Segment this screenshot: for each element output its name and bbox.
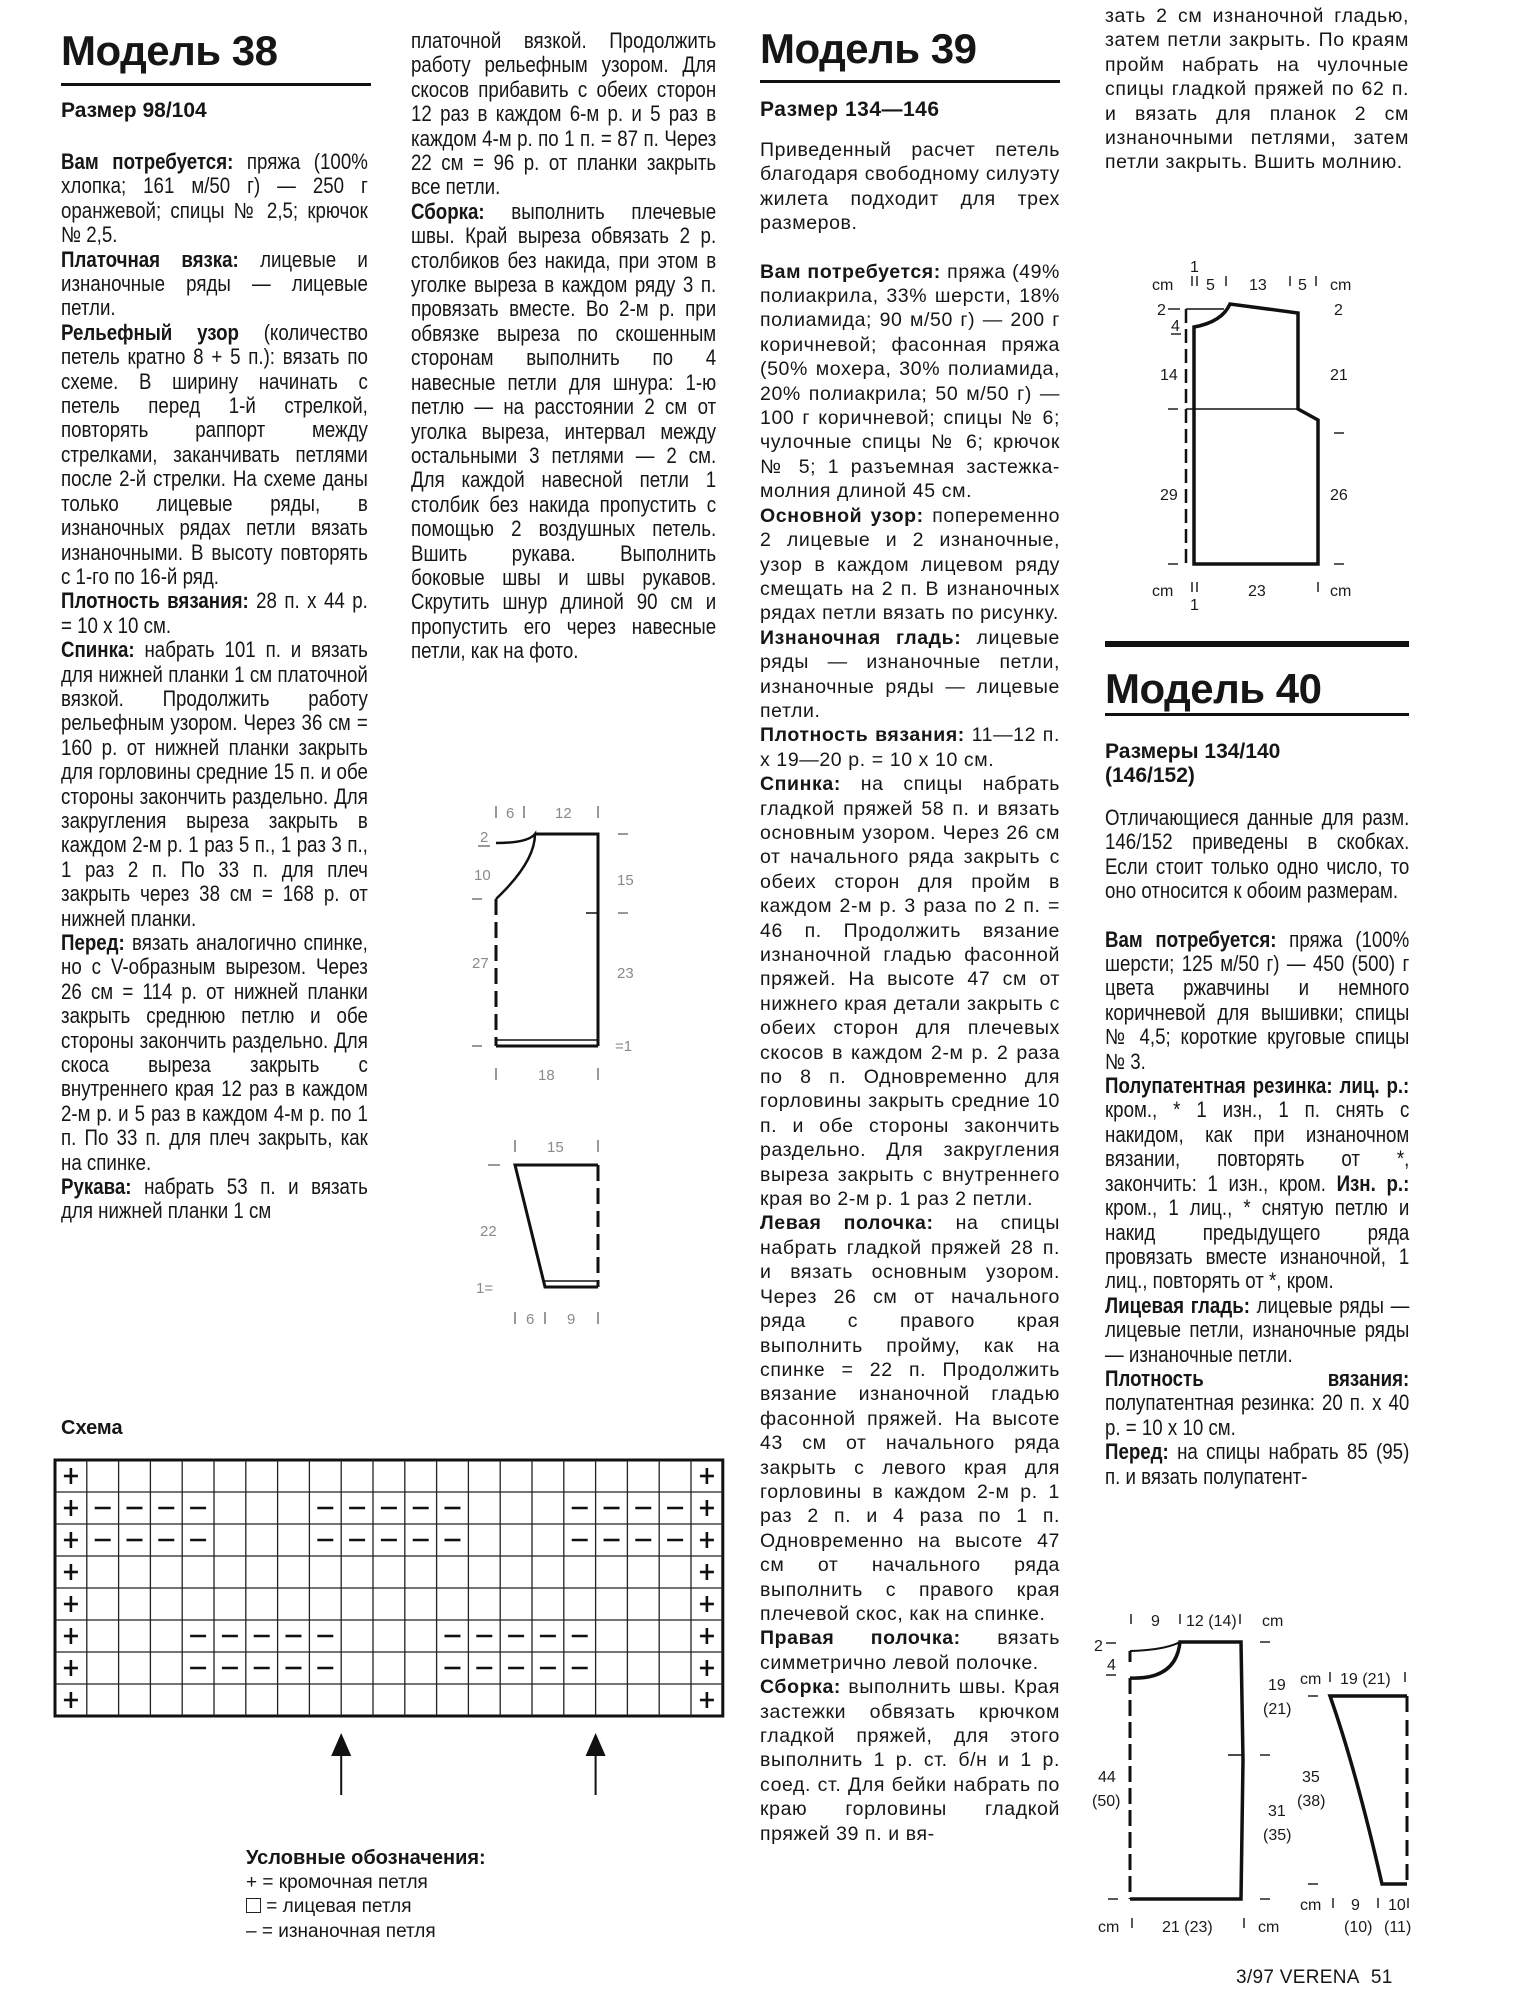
paragraph-heading: Спинка:	[61, 637, 135, 663]
dimension-label: 2	[1094, 1638, 1103, 1655]
dimension-label: 9	[1351, 1897, 1360, 1914]
neckline	[496, 834, 535, 899]
dimension-label: 27	[472, 955, 489, 972]
paragraph-text: кром., 1 лиц., * снятую петлю и накид предыдущего ряда провязать вместе изнаночной, 1 лиц., повторять от *, кром.	[1105, 1195, 1410, 1294]
dimension-label: 22	[480, 1223, 497, 1240]
dimension-label: 19	[1268, 1677, 1286, 1694]
paragraph-text: лицевые и изнаночные ряды — лицевые петли.	[61, 246, 368, 321]
legend-text: = лицевая петля	[261, 1896, 412, 1917]
dimension-label: 10	[1388, 1897, 1406, 1914]
dimension-label: (21)	[1263, 1701, 1292, 1718]
dimension-label: 31	[1268, 1803, 1286, 1820]
model-40-size-line-1: Размеры 134/140	[1105, 740, 1281, 763]
dimension-label: 23	[1248, 583, 1266, 600]
unit-label: cm	[1300, 1671, 1322, 1688]
model-39-intro: Приведенный расчет петель благодаря свободному силуэту жилета подходит для трех размеров.	[760, 139, 1060, 235]
paragraph-text: пряжа (100% шерсти; 125 м/50 г) — 450 (500) г цвета ржавчины и немного коричневой для вышивки; спицы № 4,5; короткие круговые спицы № 3.	[1105, 926, 1410, 1074]
paragraph-text: на спицы набрать гладкой пряжей 28 п. и вязать основным узором. Через 26 см от начального ряда с правого края выполнить пройму, как на спинке = 22 п. Продолжить вязание изнаночной гладью фасонной пряжей. На высоте 43 см от начального ряда закрыть с левого края для горловины в каждом 2-м р. 1 раз 2 п. и 4 раза по 1 п. Одновременно на высоте 47 см от начального ряда выполнить с правого края плечевой скос, как на спинке.	[760, 1212, 1060, 1625]
paragraph-text: платочной вязкой. Продолжить работу рельефным узором. Для скосов прибавить с обеих сторон 12 раз в каждом 6-м р. и 5 раз в каждом 4-м р. по 1 п. = 87 п. Через 22 см = 96 р. от планки закрыть все петли.	[411, 28, 717, 200]
unit-label: cm	[1258, 1919, 1280, 1936]
dimension-label: 14	[1160, 367, 1178, 384]
model-40-body-diagram	[1106, 1614, 1270, 1928]
outline	[1194, 304, 1318, 564]
paragraph-heading: Плотность вязания:	[760, 724, 965, 747]
dimension-label: 9	[567, 1311, 576, 1328]
plus-symbol: +	[246, 1871, 258, 1893]
dimension-label: 6	[506, 805, 515, 822]
paragraph-text: 28 п. х 44 р. = 10 х 10 см.	[61, 588, 368, 638]
paragraph-heading: Платочная вязка:	[61, 246, 239, 272]
dimension-label: 26	[1330, 487, 1348, 504]
dimension-label: 1	[1190, 597, 1199, 614]
paragraph-text: пряжа (49% полиакрила, 33% шерсти, 18% полиамида; 90 м/50 г) — 200 г коричневой; фасонная пряжа (50% мохера, 30% полиамида, 20% полиакрила; 50 м/50 г) — 100 г коричневой; спицы № 6; чулочные спицы № 6; крючок № 5; 1 разъемная застежка-молния длиной 45 см.	[760, 260, 1060, 503]
paragraph-heading: Левая полочка:	[760, 1212, 934, 1235]
paragraph-text: вязать симметрично левой полочке.	[760, 1627, 1060, 1674]
model-38-title: Модель 38	[61, 27, 278, 74]
unit-label: cm	[1330, 277, 1352, 294]
paragraph-text: кром., * 1 изн., 1 п. снять с накидом, как при изнаночном вязании, повторять от *, закончить: 1 изн., кром.	[1105, 1097, 1410, 1196]
paragraph-heading: Основной узор:	[760, 504, 924, 527]
paragraph-heading: Вам потребуется:	[760, 260, 941, 283]
paragraph-heading: Спинка:	[760, 773, 841, 796]
model-39-diagram-labels	[1152, 259, 1351, 614]
dimension-label: 1	[1190, 259, 1199, 276]
paragraph-text: набрать 53 п. и вязать для нижней планки 1 см	[61, 1174, 368, 1224]
unit-label: cm	[1300, 1897, 1322, 1914]
outline	[1330, 1696, 1407, 1884]
paragraph-heading: Вам потребуется:	[1105, 926, 1277, 952]
dimension-label: 12	[555, 805, 572, 822]
dimension-label: 12 (14)	[1186, 1613, 1237, 1630]
page-number: 51	[1370, 1967, 1393, 1988]
model-40-body-labels	[1092, 1613, 1291, 1936]
dimension-label: 4	[1107, 1657, 1116, 1674]
dimension-label: 21 (23)	[1162, 1919, 1213, 1936]
unit-label: cm	[1152, 583, 1174, 600]
model-39-vest-diagram	[1168, 276, 1344, 592]
unit-label: cm	[1330, 583, 1352, 600]
dimension-label: (50)	[1092, 1793, 1121, 1810]
model-38-sleeve-labels	[476, 1139, 575, 1328]
paragraph-heading: Плотность вязания:	[61, 588, 249, 614]
paragraph-heading: Полупатентная резинка: лиц. р.:	[1105, 1073, 1410, 1099]
paragraph-text: выполнить швы. Края застежки обвязать крючком гладкой пряжей, для этого выполнить 1 р. ст. б/н и 1 р. соед. ст. Для бейки набрать по краю горловины гладкой пряжей 39 п. и вя-	[760, 1676, 1060, 1845]
paragraph-heading: Сборка:	[760, 1676, 841, 1699]
dimension-label: 5	[1206, 277, 1215, 294]
paragraph-heading: Плотность вязания:	[1105, 1365, 1410, 1391]
model-38-body-diagram	[472, 806, 628, 1080]
paragraph-heading: Вам потребуется:	[61, 149, 234, 174]
paragraph-text: попеременно 2 лицевые и 2 изнаночные, узор в каждом лицевом ряду смещать на 2 п. В изнаночных рядах петли вязать по рисунку.	[760, 504, 1061, 625]
dimension-label: (11)	[1384, 1919, 1412, 1936]
dimension-label: 15	[547, 1139, 564, 1156]
dimension-label: 19 (21)	[1340, 1671, 1391, 1688]
unit-label: cm	[1262, 1613, 1284, 1630]
paragraph-text: вязать аналогично спинке, но с V-образным вырезом. Через 26 см = 114 р. от нижней планки закрыть среднюю петлю и обе стороны закончить раздельно. Для скоса выреза закрыть с внутреннего края 12 раз в каждом 2-м р. и 5 раз в каждом 4-м р. по 1 п. По 33 п. для плеч закрыть, как на спинке.	[61, 930, 368, 1175]
paragraph-heading: Рельефный узор	[61, 319, 239, 345]
paragraph-text: зать 2 см изнаночной гладью, затем петли закрыть. По краям пройм набрать на чулочные спицы гладкой пряжей по 62 п. и вязать для планок 2 см изнаночными петлями, затем петли закрыть. Вшить молнию.	[1105, 5, 1409, 174]
outline	[515, 1165, 598, 1287]
dimension-label: 6	[526, 1311, 535, 1328]
model-39-title: Модель 39	[760, 25, 977, 72]
paragraph-text: лицевые ряды — лицевые петли, изнаночные ряды — изнаночные петли.	[1105, 1292, 1410, 1367]
paragraph-heading: Сборка:	[411, 198, 485, 224]
model-40-size-line-2: (146/152)	[1105, 764, 1195, 787]
outline	[535, 834, 598, 1046]
dimension-label: 44	[1098, 1769, 1116, 1786]
unit-label: cm	[1152, 277, 1174, 294]
dimension-label: 2	[480, 829, 489, 846]
model-40-sleeve-diagram	[1308, 1672, 1408, 1908]
paragraph-heading: Правая полочка:	[760, 1627, 961, 1650]
paragraph-heading: Изнаночная гладь:	[760, 626, 962, 649]
dimension-label: (10)	[1344, 1919, 1373, 1936]
model-39-size: Размер 134—146	[760, 98, 940, 121]
paragraph-text: выполнить плечевые швы. Край выреза обвязать 2 р. столбиков без накида, при этом в уголке выреза в каждом ряду 3 п. провязать вместе. Во 2-м р. при обвязке выреза по скошенным сторонам выполнить по 4 навесные петли для шнура: 1-ю петлю — на расстоянии 2 см от уголка выреза, интервал между остальными 3 петлями — 2 см. Для каждой навесной петли 1 столбик без накида пропустить с помощью 2 воздушных петель. Вшить рукава. Выполнить боковые швы и швы рукавов. Скрутить шнур длиной 90 см и пропустить его через навесные петли, как на фото.	[411, 198, 717, 664]
issue-label: 3/97 VERENA	[1236, 1967, 1360, 1988]
paragraph-heading: Перед:	[61, 930, 125, 955]
paragraph-text: на спицы набрать 85 (95) п. и вязать полупатент-	[1105, 1439, 1410, 1489]
paragraph-text: полупатентная резинка: 20 п. х 40 р. = 10 х 10 см.	[1105, 1390, 1410, 1440]
paragraph-heading: Изн. р.:	[1336, 1170, 1410, 1196]
paragraph-text: лицевые ряды — изнаночные петли, изнаночные ряды — лицевые петли.	[760, 626, 1060, 722]
paragraph-heading: Лицевая гладь:	[1105, 1292, 1250, 1318]
paragraph-text: набрать 101 п. и вязать для нижней планки 1 см платочной вязкой. Продолжить работу рельефным узором. Через 36 см = 160 р. от нижней планки закрыть для горловины средние 15 п. и обе стороны закончить раздельно. Для закругления выреза закрыть в каждом 2-м р. 1 раз 5 п., 1 раз 3 п., 1 раз 2 п. По 33 п. для плеч закрыть через 38 см = 168 р. от нижней планки.	[61, 637, 368, 931]
schema-title: Схема	[61, 1417, 123, 1439]
outline	[1130, 1642, 1243, 1899]
dimension-label: 21	[1330, 367, 1348, 384]
dimension-label: 15	[617, 872, 634, 889]
dimension-label: 35	[1302, 1769, 1320, 1786]
legend-text: = изнаночная петля	[256, 1920, 436, 1942]
dimension-label: (35)	[1263, 1827, 1292, 1844]
dimension-label: =1	[615, 1038, 633, 1055]
knitting-schema-grid	[55, 1460, 723, 1795]
repeat-arrow-icon	[586, 1733, 606, 1756]
dimension-label: 5	[1298, 277, 1307, 294]
model-40-intro: Отличающиеся данные для разм. 146/152 приведены в скобках. Если стоит только одно число, то оно относится к обоим размерам.	[1105, 805, 1410, 904]
dimension-label: 2	[1334, 302, 1343, 319]
paragraph-heading: Рукава:	[61, 1174, 132, 1200]
repeat-arrow-icon	[331, 1733, 351, 1756]
model-40-title: Модель 40	[1105, 665, 1322, 712]
paragraph-heading: Перед:	[1105, 1439, 1169, 1465]
paragraph-text: пряжа (100% хлопка; 161 м/50 г) — 250 г оранжевой; спицы № 2,5; крючок № 2,5.	[61, 149, 368, 248]
unit-label: cm	[1098, 1919, 1120, 1936]
model-40-sleeve-labels	[1297, 1671, 1411, 1936]
dimension-label: (38)	[1297, 1793, 1326, 1810]
dimension-label: 13	[1249, 277, 1267, 294]
dimension-label: 23	[617, 965, 634, 982]
dash-symbol: –	[246, 1920, 257, 1942]
dimension-label: 1=	[476, 1280, 494, 1297]
dimension-label: 29	[1160, 487, 1178, 504]
model-38-size: Размер 98/104	[61, 99, 207, 122]
paragraph-text: (количество петель кратно 8 + 5 п.): вязать по схеме. В ширину начинать с петель перед 1-й стрелкой, повторять раппорт между стрелками, заканчивать петлями после 2-й стрелки. На схеме даны только лицевые ряды, в изнаночных рядах петли вязать изнаночными. В высоту повторять с 1-го по 16-й ряд.	[61, 319, 368, 589]
model-38-sleeve-diagram	[488, 1140, 598, 1324]
legend-title: Условные обозначения:	[246, 1847, 486, 1869]
dimension-label: 18	[538, 1067, 555, 1084]
paragraph-text: на спицы набрать гладкой пряжей 58 п. и вязать основным узором. Через 26 см от начального ряда закрыть с обеих сторон для пройм в каждом 2-м р. 3 раза по 2 п. = 46 п. Продолжить вязание изнаночной гладью фасонной пряжей. На высоте 47 см от нижнего края детали закрыть с обеих сторон для плечевых скосов в каждом 2-м р. 2 раза по 8 п. Одновременно для горловины закрыть средние 10 п. и обе стороны закончить раздельно. Для закругления выреза закрыть с внутреннего края во 2-м р. 1 раз 2 петли.	[760, 773, 1060, 1211]
paragraph-text: 11—12 п. х 19—20 р. = 10 х 10 см.	[760, 724, 1060, 771]
dimension-label: 2	[1157, 302, 1166, 319]
dimension-label: 4	[1171, 318, 1180, 335]
dimension-label: 9	[1151, 1613, 1160, 1630]
dimension-label: 10	[474, 867, 491, 884]
legend-text: = кромочная петля	[257, 1871, 428, 1893]
